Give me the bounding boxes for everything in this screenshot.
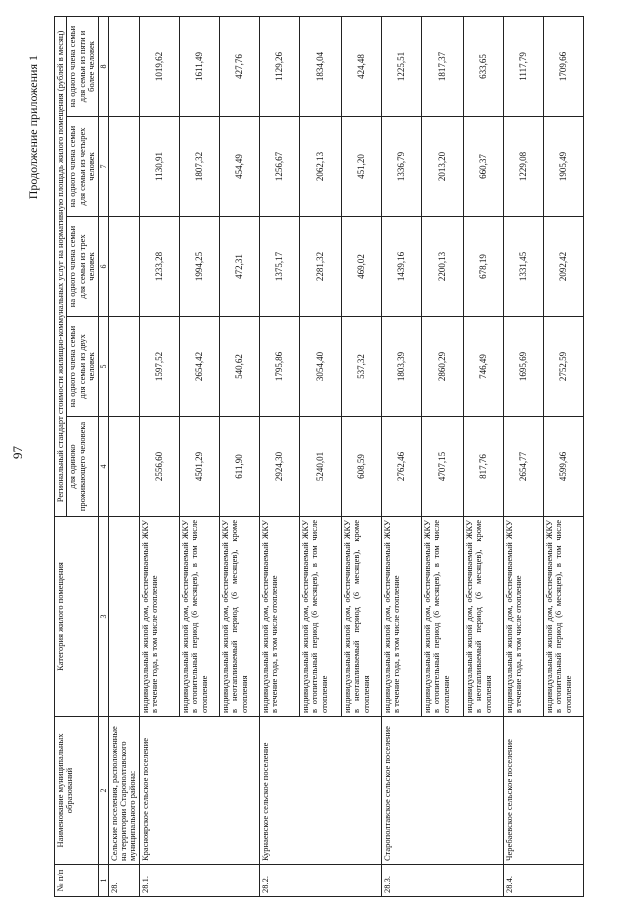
header-municipality: Наименование муниципальных образований bbox=[55, 717, 99, 865]
column-number: 8 bbox=[98, 16, 108, 116]
housing-category: индивидуальный жилой дом, обеспечиваемый ЖКУ в неотапливаемый период (6 месяцев), кроме отопления bbox=[463, 517, 503, 717]
cost-value: 608,59 bbox=[341, 417, 381, 517]
municipality-name bbox=[463, 717, 503, 865]
cost-value: 3054,40 bbox=[299, 317, 341, 417]
header-two: на одного члена семьи для семьи из двух человек bbox=[67, 317, 98, 417]
cost-value: 2062,13 bbox=[299, 117, 341, 217]
cost-value: 469,02 bbox=[341, 217, 381, 317]
municipality-name bbox=[341, 717, 381, 865]
municipality-name bbox=[179, 717, 219, 865]
cost-value: 1709,66 bbox=[543, 16, 583, 116]
cost-value: 2092,42 bbox=[543, 217, 583, 317]
cost-value: 1130,91 bbox=[139, 117, 179, 217]
housing-category: индивидуальный жилой дом, обеспечиваемый ЖКУ в неотапливаемый период (6 месяцев), кроме отопления bbox=[341, 517, 381, 717]
cost-value: 1375,17 bbox=[259, 217, 299, 317]
cost-value: 454,49 bbox=[219, 117, 259, 217]
cost-value: 4599,46 bbox=[543, 417, 583, 517]
header-single: для одиноко проживающего человека bbox=[67, 417, 98, 517]
column-number: 6 bbox=[98, 217, 108, 317]
cost-value: 2752,59 bbox=[543, 317, 583, 417]
appendix-label: Продолжение приложения 1 bbox=[26, 55, 40, 200]
table-row bbox=[543, 16, 583, 896]
cost-value: 1905,49 bbox=[543, 117, 583, 217]
page-number: 97 bbox=[10, 446, 25, 459]
cost-value: 1439,16 bbox=[381, 217, 421, 317]
column-number: 4 bbox=[98, 417, 108, 517]
housing-category: индивидуальный жилой дом, обеспечиваемый ЖКУ в отопительный период (6 месяцев), в том числе отопление bbox=[299, 517, 341, 717]
row-number bbox=[341, 865, 381, 897]
cost-value: 633,65 bbox=[463, 16, 503, 116]
column-number: 5 bbox=[98, 317, 108, 417]
housing-category: индивидуальный жилой дом, обеспечиваемый ЖКУ в отопительный период (6 месяцев), в том числе отопление bbox=[421, 517, 463, 717]
cost-value: 1256,67 bbox=[259, 117, 299, 217]
row-number bbox=[421, 865, 463, 897]
cost-value: 1117,79 bbox=[503, 16, 543, 116]
municipality-name: Красноярское сельское поселение bbox=[139, 717, 179, 865]
cost-value: 424,48 bbox=[341, 16, 381, 116]
municipality-name bbox=[543, 717, 583, 865]
tariff-table bbox=[54, 16, 584, 897]
cost-value: 451,20 bbox=[341, 117, 381, 217]
cost-value: 540,62 bbox=[219, 317, 259, 417]
cost-value: 1331,45 bbox=[503, 217, 543, 317]
table-row bbox=[463, 16, 503, 896]
cost-value: 1225,51 bbox=[381, 16, 421, 116]
cost-value: 1803,39 bbox=[381, 317, 421, 417]
cost-value: 2762,46 bbox=[381, 417, 421, 517]
column-number: 7 bbox=[98, 117, 108, 217]
row-number: 28.1. bbox=[139, 865, 179, 897]
cost-value: 1229,08 bbox=[503, 117, 543, 217]
cost-value: 678,19 bbox=[463, 217, 503, 317]
cost-value: 2654,42 bbox=[179, 317, 219, 417]
cost-value: 1834,04 bbox=[299, 16, 341, 116]
row-number: 28.2. bbox=[259, 865, 299, 897]
row-number: 28.3. bbox=[381, 865, 421, 897]
housing-category: индивидуальный жилой дом, обеспечиваемый ЖКУ в течение года, в том числе отопление bbox=[381, 517, 421, 717]
cost-value: 2860,29 bbox=[421, 317, 463, 417]
housing-category: индивидуальный жилой дом, обеспечиваемый ЖКУ в отопительный период (6 месяцев), в том числе отопление bbox=[543, 517, 583, 717]
column-number: 3 bbox=[98, 517, 108, 717]
municipality-name: Старополтавское сельское поселение bbox=[381, 717, 421, 865]
table-row bbox=[503, 16, 543, 896]
cost-value: 611,90 bbox=[219, 417, 259, 517]
cost-value: 1597,52 bbox=[139, 317, 179, 417]
table-row bbox=[299, 16, 341, 896]
municipality-name: Курнаевское сельское поселение bbox=[259, 717, 299, 865]
cost-value: 660,37 bbox=[463, 117, 503, 217]
table-row bbox=[381, 16, 421, 896]
cost-value: 1233,28 bbox=[139, 217, 179, 317]
cost-value: 472,31 bbox=[219, 217, 259, 317]
row-number bbox=[543, 865, 583, 897]
cost-value: 2654,77 bbox=[503, 417, 543, 517]
cost-value: 2556,60 bbox=[139, 417, 179, 517]
cost-value: 1336,79 bbox=[381, 117, 421, 217]
column-number-row bbox=[98, 16, 108, 896]
table-row bbox=[421, 16, 463, 896]
cost-value: 1994,25 bbox=[179, 217, 219, 317]
header-five-plus: на одного члена семьи для семьи из пяти и более человек bbox=[67, 16, 98, 116]
table-body bbox=[139, 16, 583, 896]
cost-value: 5240,01 bbox=[299, 417, 341, 517]
municipality-name: Черебаевское сельское поселение bbox=[503, 717, 543, 865]
cost-value: 2281,32 bbox=[299, 217, 341, 317]
cost-value: 1807,32 bbox=[179, 117, 219, 217]
municipality-name bbox=[219, 717, 259, 865]
row-number bbox=[219, 865, 259, 897]
row-number: 28.4. bbox=[503, 865, 543, 897]
header-number: № п/п bbox=[55, 865, 99, 897]
cost-value: 817,76 bbox=[463, 417, 503, 517]
cost-value: 427,76 bbox=[219, 16, 259, 116]
housing-category: индивидуальный жилой дом, обеспечиваемый ЖКУ в отопительный период (6 месяцев), в том числе отопление bbox=[179, 517, 219, 717]
header-category: Категория жилого помещения bbox=[55, 517, 99, 717]
row-number bbox=[299, 865, 341, 897]
cost-value: 537,32 bbox=[341, 317, 381, 417]
housing-category: индивидуальный жилой дом, обеспечиваемый ЖКУ в неотапливаемый период (6 месяцев), кроме отопления bbox=[219, 517, 259, 717]
cost-value: 1795,86 bbox=[259, 317, 299, 417]
header-regional-standard: Региональный стандарт стоимости жилищно-коммунальных услуг на нормативную площадь жилого помещения (рублей в месяц) bbox=[55, 16, 67, 516]
housing-category: индивидуальный жилой дом, обеспечиваемый ЖКУ в течение года, в том числе отопление bbox=[503, 517, 543, 717]
cost-value: 4707,15 bbox=[421, 417, 463, 517]
cost-value: 1611,49 bbox=[179, 16, 219, 116]
section-number: 28. bbox=[108, 865, 139, 897]
table-row bbox=[219, 16, 259, 896]
table-row bbox=[341, 16, 381, 896]
row-number bbox=[463, 865, 503, 897]
housing-category: индивидуальный жилой дом, обеспечиваемый ЖКУ в течение года, в том числе отопление bbox=[139, 517, 179, 717]
cost-value: 4501,29 bbox=[179, 417, 219, 517]
cost-value: 2924,30 bbox=[259, 417, 299, 517]
table-row bbox=[139, 16, 179, 896]
header-four: на одного члена семьи для семьи из четырех человек bbox=[67, 117, 98, 217]
cost-value: 1019,62 bbox=[139, 16, 179, 116]
section-row bbox=[108, 16, 139, 896]
header-three: на одного члена семьи для семьи из трех человек bbox=[67, 217, 98, 317]
municipality-name bbox=[299, 717, 341, 865]
row-number bbox=[179, 865, 219, 897]
cost-value: 2013,20 bbox=[421, 117, 463, 217]
cost-value: 746,49 bbox=[463, 317, 503, 417]
table-row bbox=[179, 16, 219, 896]
table-row bbox=[259, 16, 299, 896]
municipality-name bbox=[421, 717, 463, 865]
cost-value: 1695,69 bbox=[503, 317, 543, 417]
housing-category: индивидуальный жилой дом, обеспечиваемый ЖКУ в течение года, в том числе отопление bbox=[259, 517, 299, 717]
cost-value: 1129,26 bbox=[259, 16, 299, 116]
cost-value: 1817,37 bbox=[421, 16, 463, 116]
column-number: 1 bbox=[98, 865, 108, 897]
section-name: Сельские поселения, расположенные на территории Старополтавского муниципального района: bbox=[108, 717, 139, 865]
cost-value: 2200,13 bbox=[421, 217, 463, 317]
column-number: 2 bbox=[98, 717, 108, 865]
